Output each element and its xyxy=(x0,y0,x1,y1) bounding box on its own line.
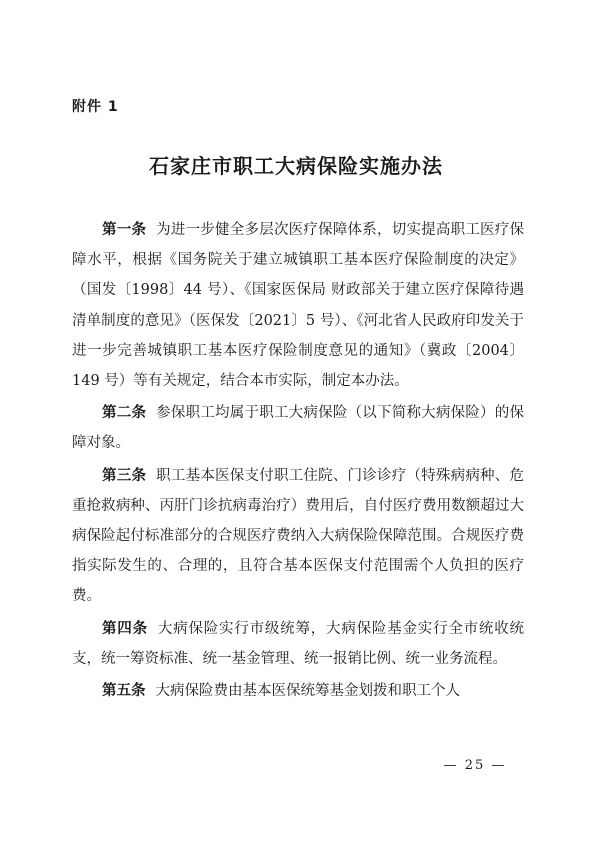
attachment-label: 附件 1 xyxy=(72,99,119,115)
article-heading: 第五条 xyxy=(102,683,146,700)
article-heading: 第四条 xyxy=(102,620,148,637)
article-4 xyxy=(72,614,524,674)
article-text: 大病保险费由基本医保统筹基金划拨和职工个人 xyxy=(155,683,460,700)
article-1 xyxy=(72,215,524,396)
document-title: 石家庄市职工大病保险实施办法 xyxy=(149,154,443,178)
page-number: — 25 — xyxy=(443,758,507,773)
article-heading: 第三条 xyxy=(102,467,147,484)
article-text: 大病保险实行市级统筹，大病保险基金实行全市统收统支，统一筹资标准、统一基金管理、统一报销比例、统一业务流程。 xyxy=(72,620,525,667)
document-body xyxy=(72,215,524,708)
article-text: 为进一步健全多层次医疗保障体系，切实提高职工医疗保障水平，根据《国务院关于建立城镇职工基本医疗保险制度的决定》（国发〔1998〕44 号）、《国家医保局 财政部关于建立医疗保障待遇清单制度的意见》（医保发〔2021〕5 号）、《河北省人民政府印发关于进一步完善城镇职工基本医疗保险制度意见的通知》（冀政〔2004〕149 号）等有关规定，结合本市实际，制定本办法。 xyxy=(72,222,525,390)
article-2 xyxy=(72,398,524,458)
article-heading: 第二条 xyxy=(102,405,147,422)
article-text: 参保职工均属于职工大病保险（以下简称大病保险）的保障对象。 xyxy=(72,405,525,452)
article-heading: 第一条 xyxy=(102,222,147,238)
article-3 xyxy=(72,461,524,612)
article-text: 职工基本医保支付职工住院、门诊诊疗（特殊病病种、危重抢救病种、丙肝门诊抗病毒治疗）费用后，自付医疗费用数额超过大病保险起付标准部分的合规医疗费纳入大病保险保障范围。合规医疗费指实际发生的、合理的，且符合基本医保支付范围需个人负担的医疗费。 xyxy=(72,467,525,605)
article-5 xyxy=(72,676,524,706)
